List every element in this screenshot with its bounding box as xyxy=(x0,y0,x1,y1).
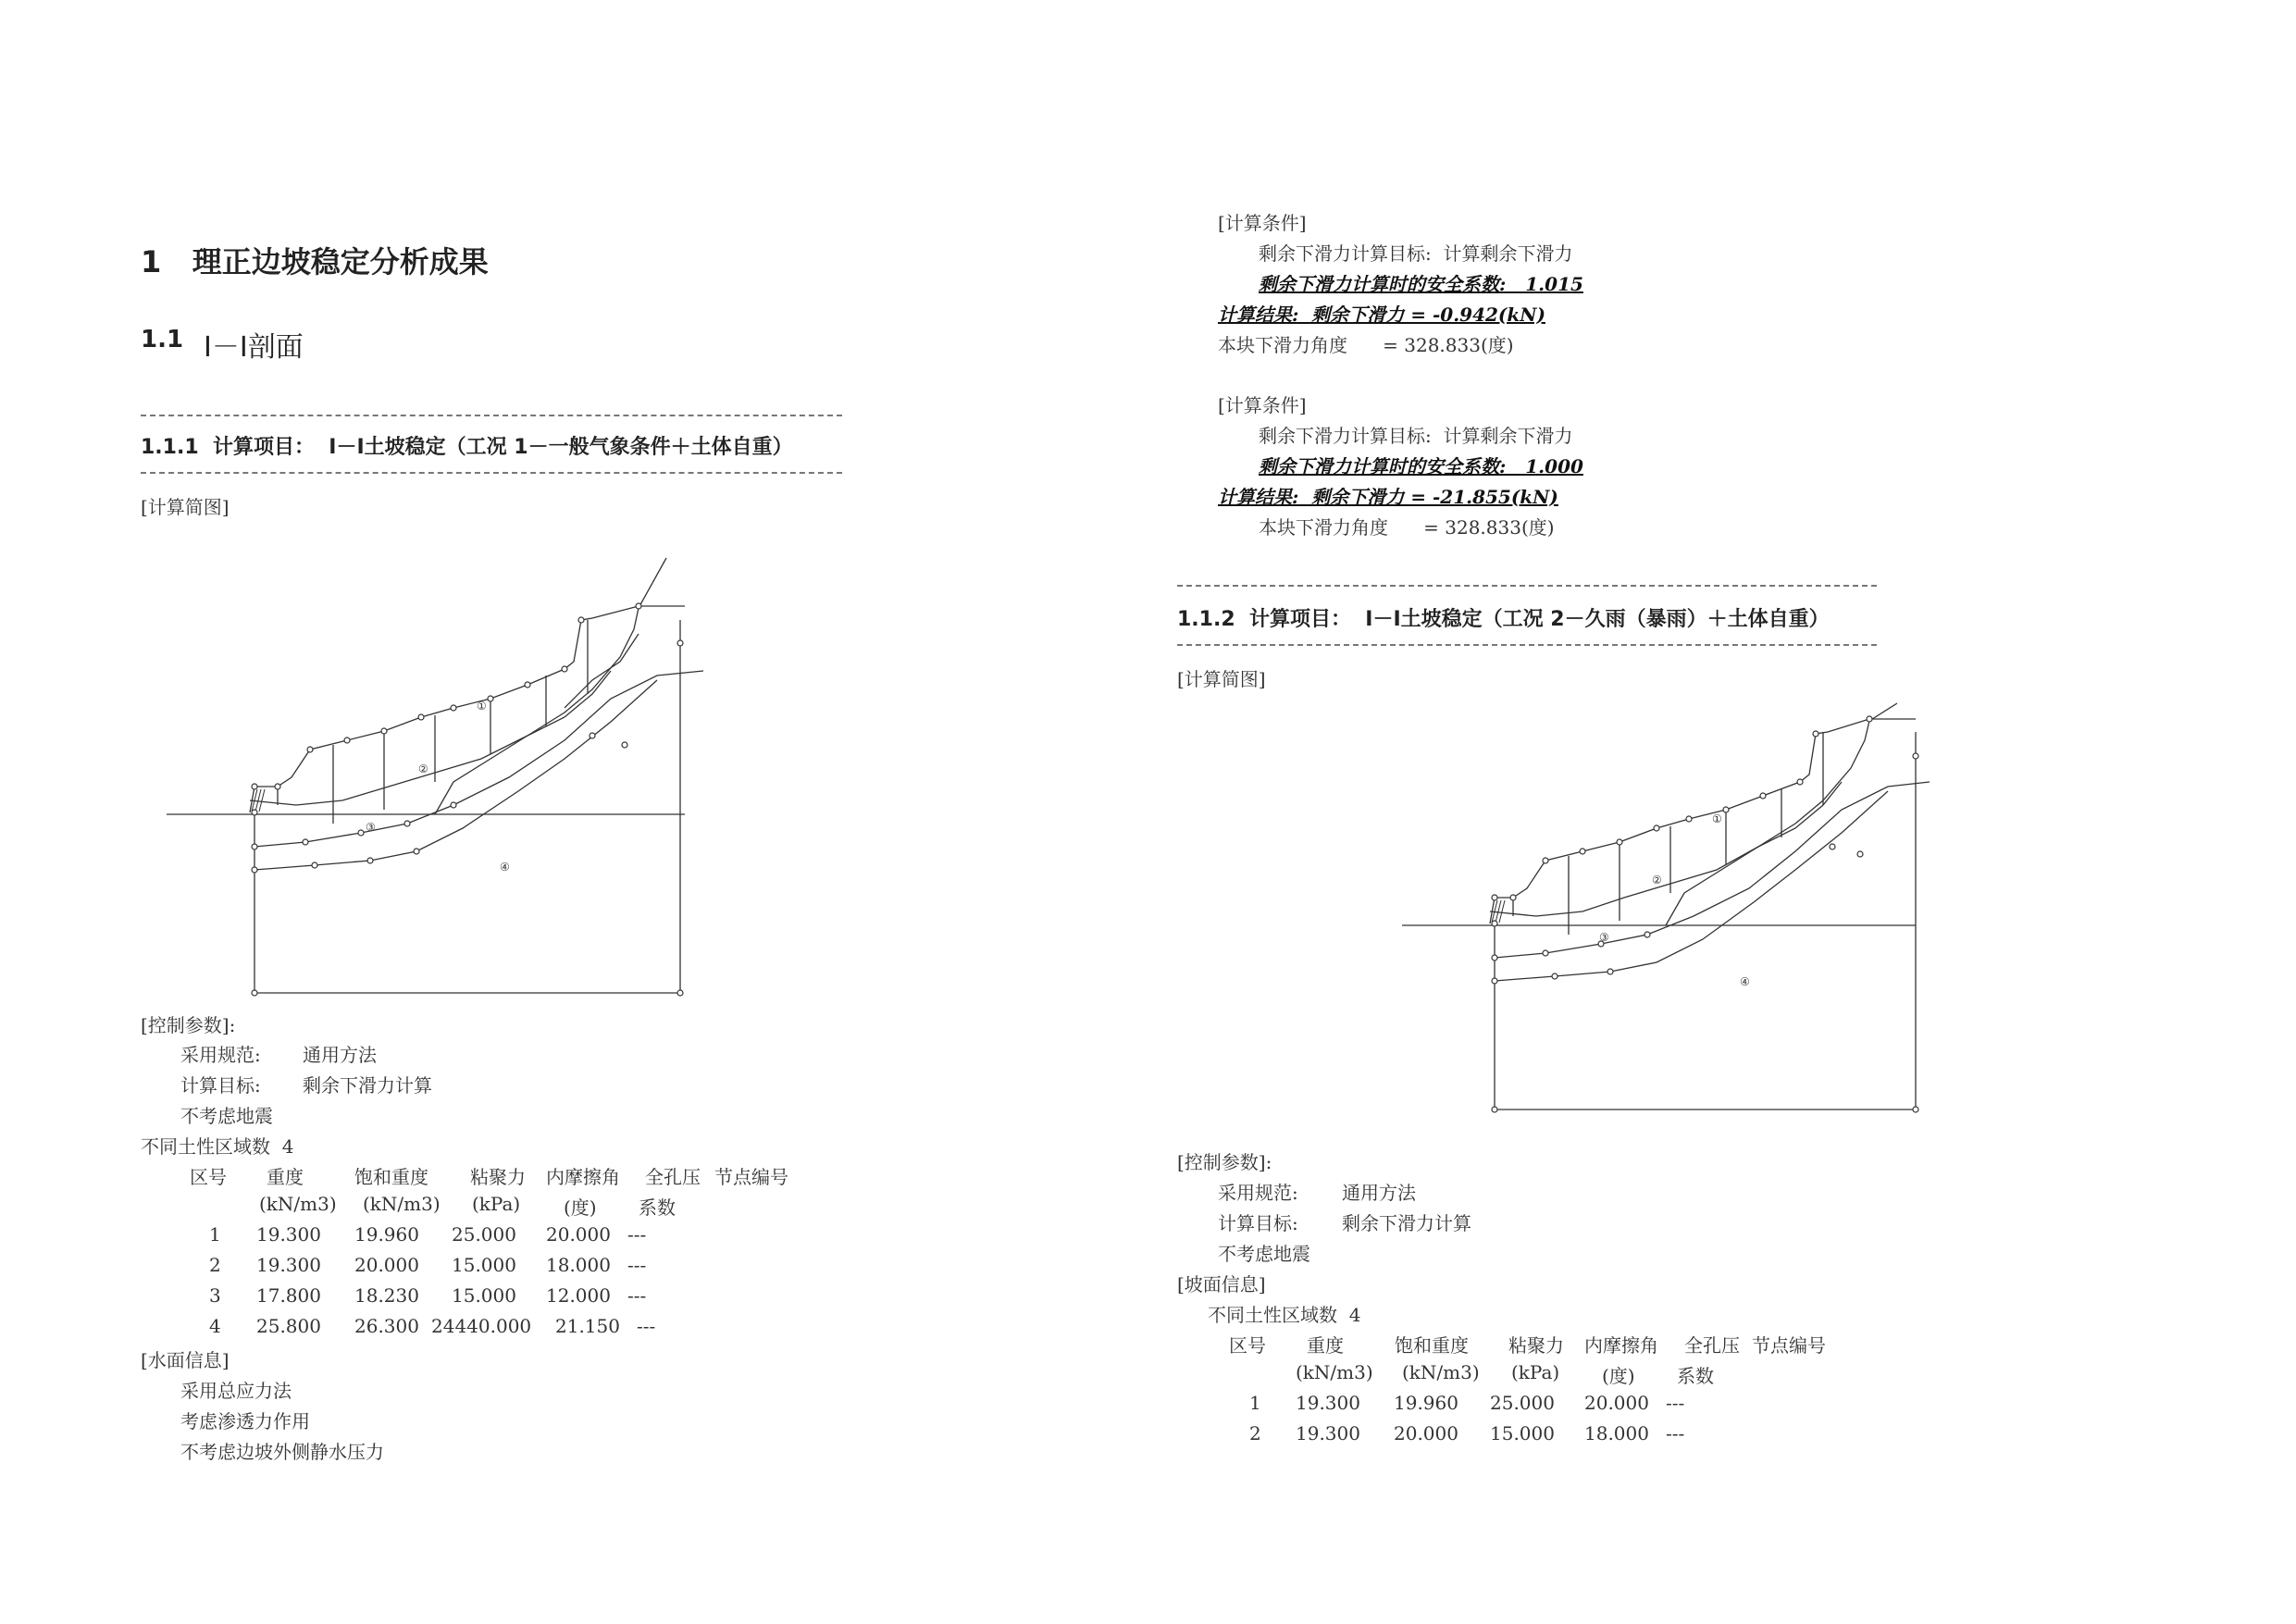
spec-value: 通用方法 xyxy=(1342,1182,1416,1204)
node xyxy=(1686,816,1692,822)
cell: --- xyxy=(637,1315,656,1337)
ground-surface xyxy=(250,606,685,812)
target-key: 计算目标: xyxy=(1218,1212,1298,1234)
cell: 18.230 xyxy=(354,1284,419,1307)
node xyxy=(677,640,683,646)
slip-surface-2 xyxy=(250,671,611,805)
calc-item-title: 1.1.1 计算项目： Ⅰ－Ⅰ土坡稳定（工况 1－一般气象条件＋土体自重） xyxy=(141,436,793,459)
node xyxy=(1492,1107,1497,1112)
divider xyxy=(141,472,842,474)
slope-diagram-right xyxy=(1397,699,1953,1124)
cell: 24440.000 xyxy=(431,1315,532,1337)
region-label-4: ④ xyxy=(1740,975,1750,988)
col-header: 粘聚力 xyxy=(1508,1334,1564,1357)
water-info-line: 不考虑边坡外侧静水压力 xyxy=(180,1441,384,1463)
col-header: 饱和重度 xyxy=(1395,1334,1469,1357)
node xyxy=(1723,807,1729,812)
node xyxy=(275,784,280,789)
safety-factor: 剩余下滑力计算时的安全系数: 1.015 xyxy=(1259,273,1583,295)
zone-count: 不同土性区域数 4 xyxy=(1208,1304,1361,1326)
cell: 15.000 xyxy=(452,1254,516,1276)
region-label-1: ① xyxy=(477,700,487,713)
cell: 19.300 xyxy=(256,1254,321,1276)
node xyxy=(252,867,257,873)
cell: 15.000 xyxy=(1490,1422,1555,1444)
col-header: 内摩擦角 xyxy=(1584,1334,1658,1357)
node xyxy=(1644,932,1650,937)
node xyxy=(1797,779,1803,785)
node xyxy=(1867,716,1872,722)
calc-conditions-label: [计算条件] xyxy=(1218,394,1307,416)
unit: 系数 xyxy=(1677,1365,1714,1387)
cell: 15.000 xyxy=(452,1284,516,1307)
node xyxy=(404,821,410,826)
control-params-label: [控制参数]: xyxy=(141,1014,236,1036)
node xyxy=(451,802,456,808)
node xyxy=(307,747,313,752)
node xyxy=(1760,793,1766,799)
quake-note: 不考虑地震 xyxy=(180,1105,273,1127)
cell: 19.960 xyxy=(354,1223,419,1246)
node xyxy=(1492,921,1497,926)
node xyxy=(451,705,456,711)
node xyxy=(488,696,493,701)
unit: (kPa) xyxy=(1511,1361,1560,1383)
cell: 20.000 xyxy=(546,1223,611,1246)
cell: 12.000 xyxy=(546,1284,611,1307)
col-header: 节点编号 xyxy=(714,1166,788,1188)
node xyxy=(562,666,567,672)
water-info-line: 采用总应力法 xyxy=(180,1380,292,1402)
node xyxy=(252,784,257,789)
node xyxy=(677,990,683,996)
col-header: 内摩擦角 xyxy=(546,1166,620,1188)
layer-boundary-1 xyxy=(254,671,703,847)
region-label-3: ③ xyxy=(366,821,376,834)
divider xyxy=(141,415,842,416)
node xyxy=(1857,851,1863,857)
target-value: 剩余下滑力计算 xyxy=(1342,1212,1471,1234)
node xyxy=(358,830,364,836)
node xyxy=(578,617,584,623)
node xyxy=(367,858,373,863)
cell: 1 xyxy=(209,1223,221,1246)
region-label-2: ② xyxy=(1652,874,1662,886)
col-header: 重度 xyxy=(267,1166,304,1188)
calc-target: 剩余下滑力计算目标: 计算剩余下滑力 xyxy=(1259,425,1573,447)
node xyxy=(1543,858,1548,863)
zone-count: 不同土性区域数 4 xyxy=(141,1135,294,1158)
cell: 18.000 xyxy=(546,1254,611,1276)
slip-surface-3 xyxy=(565,634,639,708)
spec-value: 通用方法 xyxy=(303,1044,377,1066)
node xyxy=(1580,849,1585,854)
cell: 18.000 xyxy=(1584,1422,1649,1444)
divider xyxy=(1177,644,1877,646)
cell: 20.000 xyxy=(1394,1422,1458,1444)
node xyxy=(1543,950,1548,956)
subsection-number: 1.1 xyxy=(141,326,184,353)
unit: (kN/m3) xyxy=(1296,1361,1373,1383)
safety-factor: 剩余下滑力计算时的安全系数: 1.000 xyxy=(1259,455,1583,477)
col-header: 饱和重度 xyxy=(354,1166,428,1188)
cell: 21.150 xyxy=(555,1315,620,1337)
cell: --- xyxy=(627,1284,647,1307)
col-header: 区号 xyxy=(1229,1334,1266,1357)
cell: 17.800 xyxy=(256,1284,321,1307)
col-header: 重度 xyxy=(1307,1334,1344,1357)
cell: 26.300 xyxy=(354,1315,419,1337)
slope-info-label: [坡面信息] xyxy=(1177,1273,1266,1295)
node xyxy=(252,990,257,996)
node xyxy=(1654,825,1659,831)
cell: 1 xyxy=(1249,1392,1261,1414)
node xyxy=(1492,955,1497,961)
node xyxy=(1830,844,1835,849)
cell: 25.000 xyxy=(452,1223,516,1246)
guide-line xyxy=(1869,703,1897,721)
col-header: 全孔压 xyxy=(1684,1334,1740,1357)
target-key: 计算目标: xyxy=(180,1074,261,1097)
calc-result: 计算结果: 剩余下滑力 = -21.855(kN) xyxy=(1218,486,1558,508)
col-header: 粘聚力 xyxy=(470,1166,526,1188)
node xyxy=(303,839,308,845)
cell: 20.000 xyxy=(354,1254,419,1276)
node xyxy=(414,849,419,854)
guide-line xyxy=(639,558,666,608)
slip-surface-1 xyxy=(1666,721,1869,925)
node xyxy=(636,603,641,609)
node xyxy=(252,844,257,849)
cell: --- xyxy=(1666,1422,1685,1444)
calc-result: 计算结果: 剩余下滑力 = -0.942(kN) xyxy=(1218,304,1545,326)
quake-note: 不考虑地震 xyxy=(1218,1243,1310,1265)
cell: 25.000 xyxy=(1490,1392,1555,1414)
col-header: 区号 xyxy=(190,1166,227,1188)
node xyxy=(1552,973,1558,979)
node xyxy=(1617,839,1622,845)
cell: 19.300 xyxy=(1296,1422,1360,1444)
cell: --- xyxy=(1666,1392,1685,1414)
cell: 2 xyxy=(1249,1422,1261,1444)
unit: (kPa) xyxy=(472,1193,521,1215)
section-title: 1 理正边坡稳定分析成果 xyxy=(141,244,489,279)
cell: 25.800 xyxy=(256,1315,321,1337)
layer-boundary-1 xyxy=(1495,782,1930,958)
node xyxy=(344,738,350,743)
node xyxy=(590,733,595,738)
node xyxy=(622,742,627,748)
slip-surface-2 xyxy=(1490,782,1842,916)
unit: (度) xyxy=(564,1196,597,1219)
calc-conditions-label: [计算条件] xyxy=(1218,212,1307,234)
cell: --- xyxy=(627,1254,647,1276)
node xyxy=(1607,969,1613,974)
water-info-label: [水面信息] xyxy=(141,1349,230,1371)
cell: 19.300 xyxy=(256,1223,321,1246)
node xyxy=(252,810,257,815)
cell: 19.300 xyxy=(1296,1392,1360,1414)
cell: 20.000 xyxy=(1584,1392,1649,1414)
region-label-1: ① xyxy=(1712,812,1722,825)
cell: 3 xyxy=(209,1284,221,1307)
cell: 4 xyxy=(209,1315,221,1337)
node xyxy=(1492,978,1497,984)
cell: --- xyxy=(627,1223,647,1246)
unit: (kN/m3) xyxy=(363,1193,441,1215)
region-label-3: ③ xyxy=(1599,931,1609,944)
control-params-label: [控制参数]: xyxy=(1177,1151,1272,1173)
region-label-4: ④ xyxy=(500,861,510,874)
unit: 系数 xyxy=(639,1196,676,1219)
slope-diagram-left xyxy=(157,551,713,1004)
slide-angle: 本块下滑力角度 = 328.833(度) xyxy=(1259,516,1555,539)
cell: 2 xyxy=(209,1254,221,1276)
calc-target: 剩余下滑力计算目标: 计算剩余下滑力 xyxy=(1259,242,1573,265)
region-label-2: ② xyxy=(418,762,428,775)
unit: (kN/m3) xyxy=(259,1193,337,1215)
col-header: 全孔压 xyxy=(645,1166,701,1188)
cell: 19.960 xyxy=(1394,1392,1458,1414)
target-value: 剩余下滑力计算 xyxy=(303,1074,432,1097)
node xyxy=(1813,731,1818,737)
diagram-label: [计算简图] xyxy=(141,496,230,518)
slide-angle: 本块下滑力角度 = 328.833(度) xyxy=(1218,334,1514,356)
diagram-label: [计算简图] xyxy=(1177,668,1266,690)
node xyxy=(1913,1107,1918,1112)
node xyxy=(1510,895,1516,900)
node xyxy=(1492,895,1497,900)
node xyxy=(418,714,424,720)
unit: (kN/m3) xyxy=(1402,1361,1480,1383)
spec-key: 采用规范: xyxy=(1218,1182,1298,1204)
spec-key: 采用规范: xyxy=(180,1044,261,1066)
node xyxy=(312,862,317,868)
subsection-title: Ⅰ－Ⅰ剖面 xyxy=(204,331,304,364)
unit: (度) xyxy=(1602,1365,1635,1387)
slip-surface-1 xyxy=(435,608,639,814)
calc-item-title: 1.1.2 计算项目： Ⅰ－Ⅰ土坡稳定（工况 2－久雨（暴雨）＋土体自重） xyxy=(1177,608,1830,631)
node xyxy=(381,728,387,734)
ground-surface xyxy=(1490,719,1916,924)
node xyxy=(1913,753,1918,759)
col-header: 节点编号 xyxy=(1752,1334,1826,1357)
water-info-line: 考虑渗透力作用 xyxy=(180,1410,310,1432)
divider xyxy=(1177,585,1877,587)
node xyxy=(525,682,530,688)
